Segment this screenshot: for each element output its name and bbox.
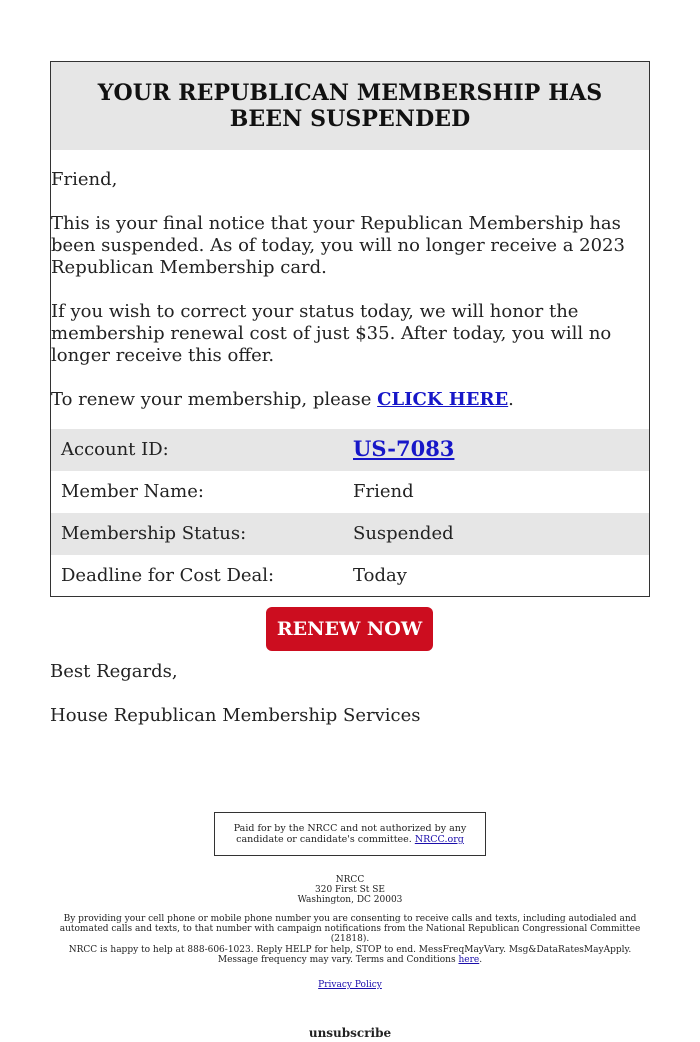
click-here-link[interactable]: CLICK HERE [377, 389, 509, 410]
account-info-table [51, 429, 649, 597]
renew-instruction-text: To renew your membership, please [51, 389, 378, 410]
address-line-2: Washington, DC 20003 [297, 895, 403, 905]
renew-instruction-period: . [508, 389, 514, 410]
mailing-address [0, 875, 700, 905]
paid-for-text: Paid for by the NRCC and not authorized by any candidate or candidate's committee. [233, 823, 467, 845]
greeting: Friend, [51, 169, 118, 190]
privacy-policy-row [0, 980, 700, 990]
privacy-policy-link[interactable]: Privacy Policy [318, 980, 382, 990]
help-period: . [479, 955, 483, 965]
account-id-link[interactable]: US-7083 [353, 436, 455, 461]
help-text: NRCC is happy to help at 888-606-1023. Reply HELP for help, STOP to end. MessFreqMayVary. Msg&DataRatesMayApply. Message frequency may vary. Terms and Conditions [68, 945, 632, 965]
membership-notice-card [50, 61, 650, 597]
signoff [50, 661, 420, 727]
table-row [51, 429, 649, 471]
unsubscribe-link[interactable]: unsubscribe [308, 1026, 392, 1040]
terms-here-link[interactable]: here [458, 955, 480, 965]
final-notice-paragraph: This is your final notice that your Republican Membership has been suspended. As of today, you will no longer receive a 2023 Republican Membership card. [51, 213, 625, 278]
renew-now-button[interactable]: RENEW NOW [266, 607, 433, 651]
deadline-value: Today [353, 565, 407, 586]
table-row [51, 513, 649, 555]
notice-header [51, 62, 649, 150]
membership-status-value: Suspended [343, 513, 649, 555]
help-stop-text [50, 945, 650, 965]
membership-status-label: Membership Status: [51, 513, 343, 555]
account-id-label: Account ID: [51, 429, 343, 471]
renew-instruction [51, 389, 649, 429]
table-row [51, 555, 649, 597]
paid-for-disclaimer [214, 812, 486, 856]
sms-consent-text: By providing your cell phone or mobile phone number you are consenting to receive calls and texts, including autodialed and automated calls and texts, to that number with campaign notifications from the National Republican Congressional Committee (21818). [59, 914, 641, 944]
member-name-value: Friend [353, 481, 414, 502]
address-line-1: 320 First St SE [315, 885, 385, 895]
notice-body [51, 150, 649, 597]
table-row [51, 471, 649, 513]
deadline-label: Deadline for Cost Deal: [61, 565, 275, 586]
nrcc-org-link[interactable]: NRCC.org [414, 834, 464, 845]
renewal-offer-paragraph: If you wish to correct your status today, we will honor the membership renewal cost of just $35. After today, you will no longer receive this offer. [51, 301, 612, 366]
notice-title: YOUR REPUBLICAN MEMBERSHIP HAS BEEN SUSPENDED [97, 80, 603, 132]
sender-name: House Republican Membership Services [50, 705, 421, 726]
member-name-label: Member Name: [61, 481, 204, 502]
org-name: NRCC [335, 875, 365, 885]
regards-text: Best Regards, [50, 661, 178, 682]
account-id-value [343, 429, 649, 471]
